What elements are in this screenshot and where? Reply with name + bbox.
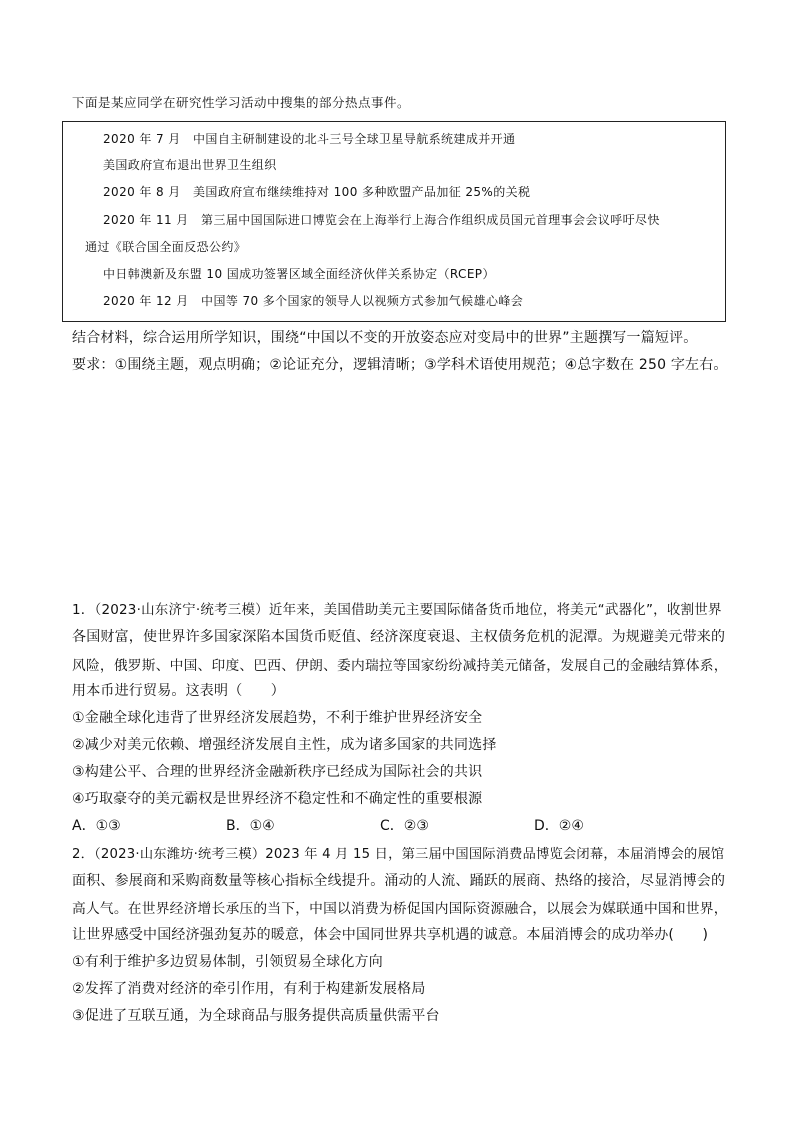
q1-statement: ①金融全球化违背了世界经济发展趋势，不利于维护世界经济安全 — [72, 710, 483, 726]
q1-line: 风险，俄罗斯、中国、印度、巴西、伊朗、委内瑞拉等国家纷纷减持美元储备，发展自己的金融结算体系， — [72, 658, 728, 674]
material-line: 通过《联合国全面反恐公约》 — [85, 240, 247, 254]
q2-statement: ②发挥了消费对经济的牵引作用，有利于构建新发展格局 — [72, 981, 426, 997]
q1-line: 用本币进行贸易。这表明（ ） — [72, 683, 285, 699]
q1-statement: ④巧取豪夺的美元霸权是世界经济不稳定性和不确定性的重要根源 — [72, 791, 483, 807]
option-c[interactable]: C．②③ — [380, 818, 429, 834]
option-d[interactable]: D．②④ — [534, 818, 584, 834]
q1-options — [72, 815, 712, 837]
material-line: 中日韩澳新及东盟 10 国成功签署区域全面经济伙伴关系协定（RCEP） — [103, 267, 495, 281]
q2-line: 面积、参展商和采购商数量等核心指标全线提升。涌动的人流、踊跃的展商、热络的接洽，尽显消博会的 — [72, 873, 726, 889]
option-a[interactable]: A．①③ — [72, 818, 121, 834]
q1-statement: ③构建公平、合理的世界经济金融新秩序已经成为国际社会的共识 — [72, 764, 483, 780]
material-box — [62, 121, 726, 322]
q2-statement: ①有利于维护多边贸易体制，引领贸易全球化方向 — [72, 954, 383, 970]
q2-line: 让世界感受中国经济强劲复苏的暖意，体会中国同世界共享机遇的诚意。本届消博会的成功举办( ) — [72, 927, 709, 943]
q2-line: 高人气。在世界经济增长承压的当下，中国以消费为桥促国内国际资源融合，以展会为媒联通中国和世界， — [72, 901, 728, 917]
q2-statement: ③促进了互联互通，为全球商品与服务提供高质量供需平台 — [72, 1008, 440, 1024]
material-line: 2020 年 12 月 中国等 70 多个国家的领导人以视频方式参加气候雄心峰会 — [103, 294, 524, 308]
material-line: 2020 年 8 月 美国政府宣布继续维持对 100 多种欧盟产品加征 25%的关税 — [103, 185, 531, 199]
task-text: 结合材料，综合运用所学知识，围绕“中国以不变的开放姿态应对变局中的世界”主题撰写一篇短评。 — [72, 330, 698, 346]
q1-statement: ②减少对美元依赖、增强经济发展自主性，成为诸多国家的共同选择 — [72, 737, 497, 753]
q1-line: 1．（2023·山东济宁·统考三模）近年来，美国借助美元主要国际储备货币地位，将美元“武器化”，收割世界 — [72, 602, 722, 618]
q1-line: 各国财富，使世界许多国家深陷本国货币贬值、经济深度衰退、主权债务危机的泥潭。为规避美元带来的 — [72, 629, 726, 645]
material-line: 2020 年 7 月 中国自主研制建设的北斗三号全球卫星导航系统建成并开通 — [103, 132, 516, 146]
option-b[interactable]: B．①④ — [226, 818, 275, 834]
q2-line: 2．（2023·山东潍坊·统考三模）2023 年 4 月 15 日，第三届中国国际消费品博览会闭幕，本届消博会的展馆 — [72, 847, 725, 862]
intro-text: 下面是某应同学在研究性学习活动中搜集的部分热点事件。 — [72, 95, 411, 110]
requirement-text: 要求：①围绕主题，观点明确；②论证充分，逻辑清晰；③学科术语使用规范；④总字数在 250 字左右。 — [72, 357, 728, 373]
material-line: 2020 年 11 月 第三届中国国际进口博览会在上海举行上海合作组织成员国元首理事会会议呼吁尽快 — [103, 213, 660, 227]
material-line: 美国政府宣布退出世界卫生组织 — [103, 158, 277, 172]
